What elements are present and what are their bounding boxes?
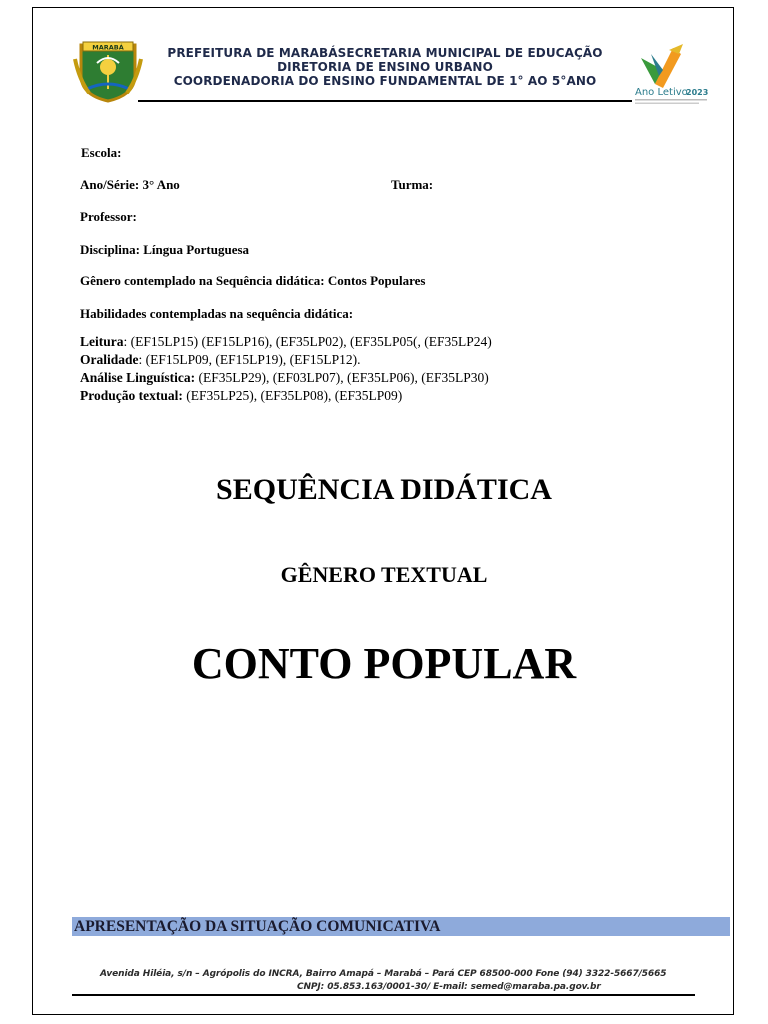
crest-text: MARABÁ (92, 43, 124, 52)
footer-contact: CNPJ: 05.853.163/0001-30/ E-mail: semed@maraba.pa.gov.br (297, 982, 601, 992)
footer-address: Avenida Hiléia, s/n – Agrópolis do INCRA, Bairro Amapá – Marabá – Pará CEP 68500-000 Fone (94) 3322-5667/5665 (100, 969, 667, 979)
header-line-3: COORDENADORIA DO ENSINO FUNDAMENTAL DE 1° AO 5°ANO (173, 74, 597, 88)
section-bar: APRESENTAÇÃO DA SITUAÇÃO COMUNICATIVA (72, 917, 730, 936)
skills-list (80, 333, 492, 405)
big-title: CONTO POPULAR (191, 639, 577, 688)
logo-year: 2023 (686, 88, 709, 97)
skill-row-oralidade: Oralidade: (EF15LP09, (EF15LP19), (EF15LP12). (80, 352, 361, 367)
footer-divider (72, 994, 695, 996)
skill-row-leitura: Leitura: (EF15LP15) (EF15LP16), (EF35LP02), (EF35LP05(, (EF35LP24) (80, 334, 492, 349)
genero-value: Contos Populares (327, 273, 426, 288)
ano-letivo-logo (633, 40, 709, 108)
genero-field (80, 273, 426, 289)
genero-label: Gênero contemplado na Sequência didática: (80, 273, 325, 288)
logo-text: Ano Letivo (635, 87, 688, 98)
professor-label: Professor: (80, 209, 137, 224)
escola-field (81, 145, 121, 161)
main-title: SEQUÊNCIA DIDÁTICA (216, 473, 552, 506)
subtitle: GÊNERO TEXTUAL (280, 562, 488, 587)
turma-label: Turma: (391, 177, 434, 192)
header-divider (138, 100, 632, 102)
professor-field (80, 209, 137, 225)
ano-serie-field (80, 177, 180, 193)
ano-serie-label: Ano/Série: 3° Ano (80, 177, 180, 192)
document-page (32, 7, 734, 1015)
maraba-crest-logo (73, 39, 143, 103)
disciplina-value: Língua Portuguesa (143, 242, 250, 257)
skill-row-producao: Produção textual: (EF35LP25), (EF35LP08), (EF35LP09) (80, 388, 403, 403)
turma-field (391, 177, 433, 193)
skill-row-analise: Análise Linguística: (EF35LP29), (EF03LP07), (EF35LP06), (EF35LP30) (80, 370, 489, 385)
escola-label: Escola: (81, 145, 122, 160)
disciplina-field (80, 242, 249, 258)
habilidades-label: Habilidades contempladas na sequência didática: (80, 306, 354, 321)
disciplina-label: Disciplina: (80, 242, 140, 257)
header-line-1: PREFEITURA DE MARABÁSECRETARIA MUNICIPAL DE EDUCAÇÃO (167, 46, 603, 60)
institution-header (140, 46, 630, 88)
header-line-2: DIRETORIA DE ENSINO URBANO (277, 60, 493, 74)
habilidades-field (80, 306, 353, 322)
